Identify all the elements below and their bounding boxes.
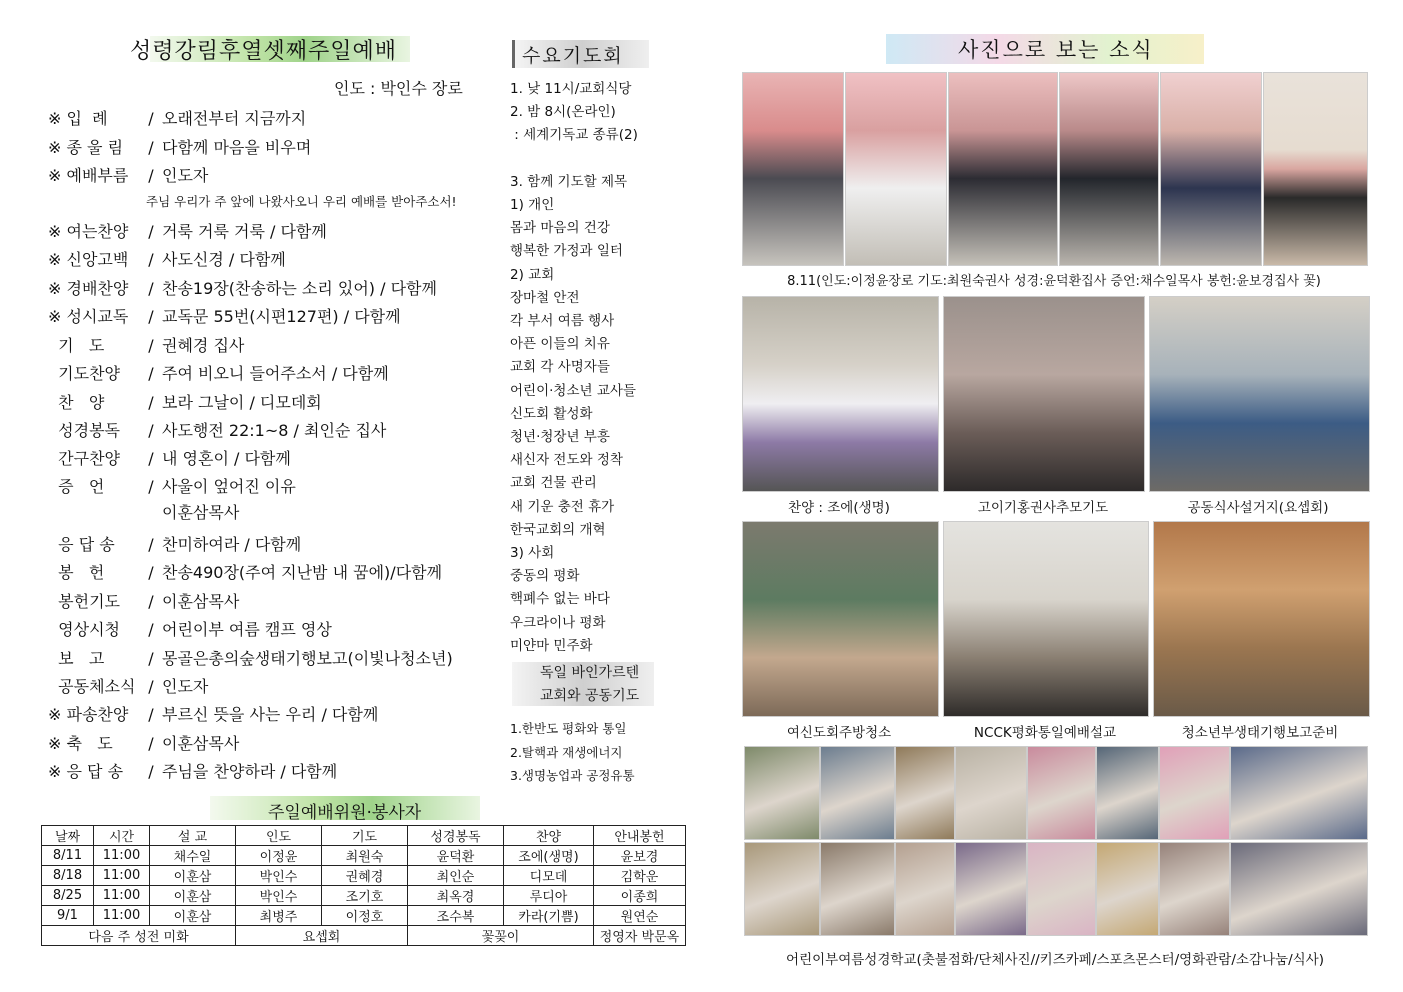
table-footer-row <box>42 926 686 946</box>
photo-choir <box>742 296 939 492</box>
table-cell: 인도 <box>236 826 322 846</box>
prayer-line: 행복한 가정과 일터 <box>510 243 623 260</box>
table-cell: 박인수 <box>236 886 322 906</box>
photo-leader <box>742 72 844 266</box>
service-row-separator: / <box>148 649 154 668</box>
collage-photo <box>955 842 1027 936</box>
photo-caption: 고이기홍권사추모기도 <box>977 500 1109 516</box>
service-row-label: ※ 성시교독 <box>48 307 129 326</box>
service-row-label: 성경봉독 <box>48 421 120 440</box>
table-header-row <box>42 826 686 846</box>
service-row-label: 공동체소식 <box>48 677 136 696</box>
photo-caption: 찬양 : 조에(생명) <box>788 500 890 516</box>
table-cell: 9/1 <box>42 906 94 926</box>
prayer-line: 2.탈핵과 재생에너지 <box>510 744 623 760</box>
table-cell: 다음 주 성전 미화 <box>42 926 236 946</box>
prayer-line: 3. 함께 기도할 제목 <box>510 173 628 190</box>
table-cell: 시간 <box>94 826 150 846</box>
service-row-content: 다함께 마음을 비우며 <box>162 138 312 157</box>
table-cell: 성경봉독 <box>408 826 504 846</box>
service-row-label: ※ 경배찬양 <box>48 279 129 298</box>
service-row-label: ※ 응 답 송 <box>48 762 124 781</box>
prayer-line: 아픈 이들의 치유 <box>510 336 610 353</box>
service-row <box>48 276 437 299</box>
photo-offering <box>1160 72 1262 266</box>
prayer-line: 청년·청장년 부흥 <box>510 429 610 445</box>
table-cell: 조에(생명) <box>504 846 594 866</box>
table-cell: 루디아 <box>504 886 594 906</box>
table-cell: 이정윤 <box>236 846 322 866</box>
service-row-content: 사울이 엎어진 이유 <box>162 477 296 496</box>
photo-dishwashing <box>1149 296 1370 492</box>
service-row-label: ※ 예배부름 <box>48 166 129 185</box>
service-row-separator: / <box>148 705 154 724</box>
service-row-separator: / <box>148 535 154 554</box>
photo-caption: 여신도회주방청소 <box>786 725 892 741</box>
service-row <box>48 532 301 555</box>
service-row <box>48 759 337 782</box>
photo-caption: 공동식사설거지(요셉회) <box>1187 500 1329 516</box>
table-cell: 이훈삼 <box>150 866 236 886</box>
prayer-line: 신도회 활성화 <box>510 405 593 422</box>
service-row-separator: / <box>148 592 154 611</box>
prayer-line: 2) 교회 <box>510 266 555 283</box>
prayer-line: 1.한반도 평화와 통일 <box>510 721 627 736</box>
service-row <box>48 418 386 441</box>
collage-photo <box>895 842 955 936</box>
table-cell: 11:00 <box>94 846 150 866</box>
prayer-line: 핵폐수 없는 바다 <box>510 591 610 608</box>
service-row-content: 이훈삼목사 <box>162 592 240 611</box>
table-cell: 카라(기쁨) <box>504 906 594 926</box>
service-row-separator: / <box>148 250 154 269</box>
service-row <box>48 333 244 356</box>
service-title: 성령강림후열셋째주일예배 <box>130 39 398 64</box>
table-cell: 채수일 <box>150 846 236 866</box>
prayer-line: 한국교회의 개혁 <box>510 521 606 538</box>
prayer-line: 새 기운 충전 휴가 <box>510 498 615 515</box>
prayer-line: 우크라이나 평화 <box>510 614 606 631</box>
service-row-content: 보라 그날이 / 디모데회 <box>162 393 322 412</box>
service-row-content: 어린이부 여름 캠프 영상 <box>162 620 332 639</box>
prayer-line: 장마철 안전 <box>510 289 580 306</box>
collage-photo <box>744 746 820 840</box>
collage-photo <box>1159 746 1230 840</box>
collage-photo <box>1096 746 1159 840</box>
table-cell: 이훈삼 <box>150 886 236 906</box>
service-row-separator: / <box>148 222 154 241</box>
service-row-separator: / <box>148 336 154 355</box>
prayer-line: 1) 개인 <box>510 197 555 213</box>
table-cell: 권혜경 <box>322 866 408 886</box>
service-row <box>48 474 296 497</box>
prayer-line: 어린이·청소년 교사들 <box>510 382 636 399</box>
photo-caption: NCCK평화통일예배설교 <box>973 725 1117 741</box>
service-row <box>48 106 306 129</box>
table-cell: 윤덕환 <box>408 846 504 866</box>
service-row-label: 찬 양 <box>48 393 105 412</box>
prayer-line: : 세계기독교 종류(2) <box>510 127 638 144</box>
table-cell: 최원숙 <box>322 846 408 866</box>
prayer-line: 중동의 평화 <box>510 568 580 585</box>
service-row-label: 봉헌기도 <box>48 592 120 611</box>
table-cell: 날짜 <box>42 826 94 846</box>
table-cell: 설 교 <box>150 826 236 846</box>
service-row-content: 내 영혼이 / 다함께 <box>162 449 291 468</box>
photo-ncck-sermon <box>943 521 1149 717</box>
service-row-separator: / <box>148 279 154 298</box>
service-leader: 인도 : 박인수 장로 <box>334 79 463 98</box>
service-row-label: 기도찬양 <box>48 364 120 383</box>
service-row-content: 찬송490장(주여 지난밤 내 꿈에)/다함께 <box>162 563 443 582</box>
servants-title: 주일예배위원·봉사자 <box>268 803 422 823</box>
collage-photo <box>1027 746 1096 840</box>
caption-top: 8.11(인도:이정윤장로 기도:최원숙권사 성경:윤덕환집사 증언:채수일목사 봉헌:윤보경집사 꽃) <box>787 274 1321 289</box>
table-cell: 디모데 <box>504 866 594 886</box>
photo-prayer <box>845 72 947 266</box>
prayer-line: 3) 사회 <box>510 545 555 561</box>
photo-flowers <box>1263 72 1368 266</box>
call-to-worship-text: 주님 우리가 주 앞에 나왔사오니 우리 예배를 받아주소서! <box>146 194 457 209</box>
service-row-content: 찬송19장(찬송하는 소리 있어) / 다함께 <box>162 279 437 298</box>
service-row <box>48 731 239 754</box>
table-cell: 안내봉헌 <box>594 826 686 846</box>
collage-photo <box>1230 842 1368 936</box>
photo-youth-tent <box>1153 521 1370 717</box>
table-cell: 찬양 <box>504 826 594 846</box>
service-row <box>48 646 453 669</box>
news-title: 사진으로 보는 소식 <box>958 38 1154 62</box>
service-row-separator: / <box>148 563 154 582</box>
table-cell: 기도 <box>322 826 408 846</box>
collage-photo <box>1230 746 1368 840</box>
table-row <box>42 846 686 866</box>
service-row <box>48 361 389 384</box>
table-cell: 11:00 <box>94 886 150 906</box>
prayer-line: 각 부서 여름 행사 <box>510 313 615 329</box>
table-cell: 최병주 <box>236 906 322 926</box>
prayer-line: 미얀마 민주화 <box>510 637 593 654</box>
table-cell: 요셉회 <box>236 926 408 946</box>
table-cell: 조기호 <box>322 886 408 906</box>
service-row <box>48 163 208 186</box>
table-cell: 8/18 <box>42 866 94 886</box>
service-row <box>48 560 442 583</box>
service-row-separator: / <box>148 677 154 696</box>
service-row-content: 교독문 55번(시편127편) / 다함께 <box>162 307 401 326</box>
service-row-separator: / <box>148 364 154 383</box>
service-row-content: 인도자 <box>162 677 209 696</box>
table-cell: 김학운 <box>594 866 686 886</box>
service-row <box>48 702 378 725</box>
collage-photo <box>820 746 895 840</box>
service-row <box>48 589 239 612</box>
prayer-line: 2. 밤 8시(온라인) <box>510 104 616 121</box>
table-row <box>42 906 686 926</box>
service-row <box>48 390 322 413</box>
collage-photo <box>955 746 1027 840</box>
service-row-content: 사도신경 / 다함께 <box>162 250 286 269</box>
service-row-separator: / <box>148 393 154 412</box>
table-cell: 이정호 <box>322 906 408 926</box>
prayer-line: 교회 각 사명자들 <box>510 359 610 376</box>
caption-bottom: 어린이부여름성경학교(촛불점화/단체사진//키즈카페/스포츠몬스터/영화관람/소감나눔/식사) <box>786 952 1324 968</box>
service-row-content: 인도자 <box>162 166 209 185</box>
service-row-content: 몽골은총의숲생태기행보고(이빛나청소년) <box>162 649 453 668</box>
service-row-label: ※ 신앙고백 <box>48 250 129 269</box>
table-cell: 정영자 박문옥 <box>594 926 686 946</box>
service-row-separator: / <box>148 138 154 157</box>
service-row-separator: / <box>148 449 154 468</box>
service-row-content: 권혜경 집사 <box>162 336 245 355</box>
service-row-label: 응 답 송 <box>48 535 115 554</box>
prayer-line: 새신자 전도와 정착 <box>510 452 623 469</box>
photo-caption: 청소년부생태기행보고준비 <box>1181 725 1339 741</box>
service-row <box>48 135 311 158</box>
service-row-label: ※ 종 울 림 <box>48 138 124 157</box>
photo-kitchen-cleaning <box>742 521 939 717</box>
service-row-content: 오래전부터 지금까지 <box>162 109 307 128</box>
service-row-content: 거룩 거룩 거룩 / 다함께 <box>162 222 327 241</box>
table-cell: 이훈삼 <box>150 906 236 926</box>
prayer-line: 3.생명농업과 공정유통 <box>510 768 635 783</box>
wednesday-title: 수요기도회 <box>522 45 624 67</box>
photo-memorial <box>943 296 1145 492</box>
service-row-label: ※ 축 도 <box>48 734 113 753</box>
collage-photo <box>1159 842 1230 936</box>
service-row-label: 영상시청 <box>48 620 120 639</box>
table-cell: 원연순 <box>594 906 686 926</box>
collage-photo <box>1027 842 1096 936</box>
photo-scripture <box>948 72 1058 266</box>
table-cell: 11:00 <box>94 866 150 886</box>
servants-table <box>41 825 686 946</box>
service-row <box>48 304 401 327</box>
testimony-speaker: 이훈삼목사 <box>162 503 240 522</box>
service-row-content: 이훈삼목사 <box>162 734 240 753</box>
service-row-label: 간구찬양 <box>48 449 120 468</box>
service-row-content: 주여 비오니 들어주소서 / 다함께 <box>162 364 389 383</box>
collage-photo <box>1096 842 1159 936</box>
table-cell: 윤보경 <box>594 846 686 866</box>
table-cell: 이종희 <box>594 886 686 906</box>
service-row <box>48 446 291 469</box>
service-row-label: ※ 파송찬양 <box>48 705 129 724</box>
table-row <box>42 886 686 906</box>
service-row-label: ※ 여는찬양 <box>48 222 129 241</box>
table-cell: 11:00 <box>94 906 150 926</box>
service-row-separator: / <box>148 762 154 781</box>
collage-photo <box>820 842 895 936</box>
germany-title-line1: 독일 바인가르텐 <box>540 665 640 681</box>
service-row-label: 보 고 <box>48 649 105 668</box>
service-row-content: 주님을 찬양하라 / 다함께 <box>162 762 338 781</box>
prayer-line: 몸과 마음의 건강 <box>510 220 610 237</box>
table-cell: 8/11 <box>42 846 94 866</box>
service-row <box>48 247 286 270</box>
table-cell: 최인순 <box>408 866 504 886</box>
service-row-content: 찬미하여라 / 다함께 <box>162 535 302 554</box>
table-cell: 조수복 <box>408 906 504 926</box>
service-row-separator: / <box>148 307 154 326</box>
service-row-content: 부르신 뜻을 사는 우리 / 다함께 <box>162 705 379 724</box>
service-row <box>48 674 208 697</box>
service-row <box>48 219 327 242</box>
prayer-line: 1. 낮 11시/교회식당 <box>510 81 632 97</box>
service-row-separator: / <box>148 477 154 496</box>
table-cell: 박인수 <box>236 866 322 886</box>
table-cell: 꽃꽂이 <box>408 926 594 946</box>
table-cell: 최옥경 <box>408 886 504 906</box>
service-row-label: 봉 헌 <box>48 563 105 582</box>
service-row-separator: / <box>148 620 154 639</box>
service-row-separator: / <box>148 734 154 753</box>
collage-photo <box>895 746 955 840</box>
table-cell: 8/25 <box>42 886 94 906</box>
service-row <box>48 617 332 640</box>
germany-title-line2: 교회와 공동기도 <box>540 688 640 704</box>
collage-photo <box>744 842 820 936</box>
service-row-separator: / <box>148 109 154 128</box>
service-row-label: 증 언 <box>48 477 105 496</box>
service-row-separator: / <box>148 166 154 185</box>
service-row-label: 기 도 <box>48 336 105 355</box>
service-row-label: ※ 입 례 <box>48 109 108 128</box>
prayer-line: 교회 건물 관리 <box>510 475 597 492</box>
service-row-separator: / <box>148 421 154 440</box>
service-row-content: 사도행전 22:1~8 / 최인순 집사 <box>162 421 387 440</box>
table-row <box>42 866 686 886</box>
photo-testimony <box>1059 72 1159 266</box>
